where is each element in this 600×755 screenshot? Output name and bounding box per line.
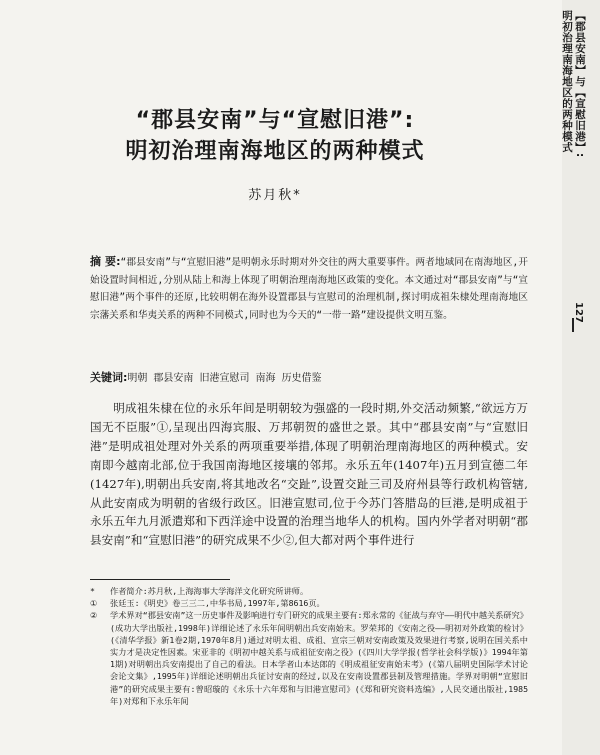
footnote-divider bbox=[90, 579, 230, 580]
article-author: 苏月秋* bbox=[248, 188, 302, 203]
keywords-block bbox=[90, 369, 528, 387]
keywords-text: 明朝 郡县安南 旧港宣慰司 南海 历史借鉴 bbox=[127, 373, 322, 384]
footnote-mark: ① bbox=[90, 598, 98, 609]
running-title-line-1: 【郡县安南】与【宣慰旧港】: bbox=[574, 10, 586, 158]
footnote-text: 张廷玉:《明史》卷三三二,中华书局,1997年,第8616页。 bbox=[110, 598, 325, 609]
footnote-item bbox=[90, 597, 528, 609]
article-title-line-2: 明初治理南海地区的两种模式 bbox=[125, 139, 425, 164]
body-paragraph: 明成祖朱棣在位的永乐年间是明朝较为强盛的一段时期,外交活动频繁,“欲远方万国无不臣服”①,呈现出四海宾服、万邦朝贺的盛世之景。其中“郡县安南”与“宣慰旧港”是明成祖处理对外关系的两项重要举措,体现了明朝治理南海地区的两种模式。安南即今越南北部,位于我国南海地区接壤的邻邦。永乐五年(1407年)五月到宣德二年(1427年),明朝出兵安南,将其地改名“交趾”,设置交趾三司及府州县等行政机构管辖,从此安南成为明朝的省级行政区。旧港宣慰司,位于今苏门答腊岛的巨港,是明成祖于永乐五年九月派遣郑和下西洋途中设置的治理当地华人的机构。国内外学者对明朝“郡县安南”和“宣慰旧港”的研究成果不少②,但大都对两个事件进行 bbox=[90, 401, 528, 548]
page-number: 127 bbox=[573, 302, 584, 323]
footnote-item bbox=[90, 609, 528, 707]
abstract-text: “郡县安南”与“宣慰旧港”是明朝永乐时期对外交往的两大重要事件。两者地域同在南海地区,开始设置时间相近,分别从陆上和海上体现了明朝治理南海地区政策的变化。本文通过对“郡县安南”与“宣慰旧港”两个事件的还原,比较明朝在海外设置郡县与宣慰司的治理机制,探讨明成祖朱棣处理南海地区宗藩关系和华夷关系的两种不同模式,同时也为今天的“一带一路”建设提供文明互鉴。 bbox=[90, 257, 528, 321]
page-number-rule bbox=[572, 318, 574, 332]
footnote-mark: ② bbox=[90, 610, 98, 621]
footnote-item bbox=[90, 585, 528, 597]
footnote-text: 学术界对“郡县安南”这一历史事件及影响进行专门研究的成果主要有:郑永常的《征战与弃守——明代中越关系研究》(成功大学出版社,1998年)详细论述了永乐年间明朝出兵安南始末。罗荣邦的《安南之役——明初对外政策的检讨》(《清华学报》新1卷2期,1970年8月)通过对明太祖、成祖、宣宗三朝对安南政策及效果进行考察,说明在国关系中实力才是决定性因素。宋亚非的《明初中越关系与成祖征安南之役》(《四川大学学报(哲学社会科学版)》1994年第1期)对明朝出兵安南提出了自己的看法。日本学者山本达郎的《明成祖征安南始末考》(《第八届明史国际学术讨论会论文集》,1995年)详细论述明朝出兵征讨安南的经过,以及在安南设置郡县制及管理措施。学界对明朝“宣慰旧港”的研究成果主要有:曾昭璇的《永乐十六年郑和与旧港宣慰司》(《郑和研究资料选编》,人民交通出版社,1985年)对郑和下永乐年间 bbox=[110, 610, 528, 706]
article-title-line-1: “郡县安南”与“宣慰旧港”: bbox=[135, 108, 415, 133]
footnotes bbox=[90, 585, 528, 707]
running-title-line-2: 明初治理南海地区的两种模式 bbox=[561, 10, 573, 153]
abstract-label: 摘 要: bbox=[90, 255, 121, 268]
keywords-label: 关键词: bbox=[90, 371, 128, 384]
footnote-text: 作者简介:苏月秋,上海海事大学海洋文化研究所讲师。 bbox=[110, 586, 309, 596]
footnote-mark: * bbox=[90, 586, 95, 596]
abstract-block bbox=[90, 253, 528, 324]
